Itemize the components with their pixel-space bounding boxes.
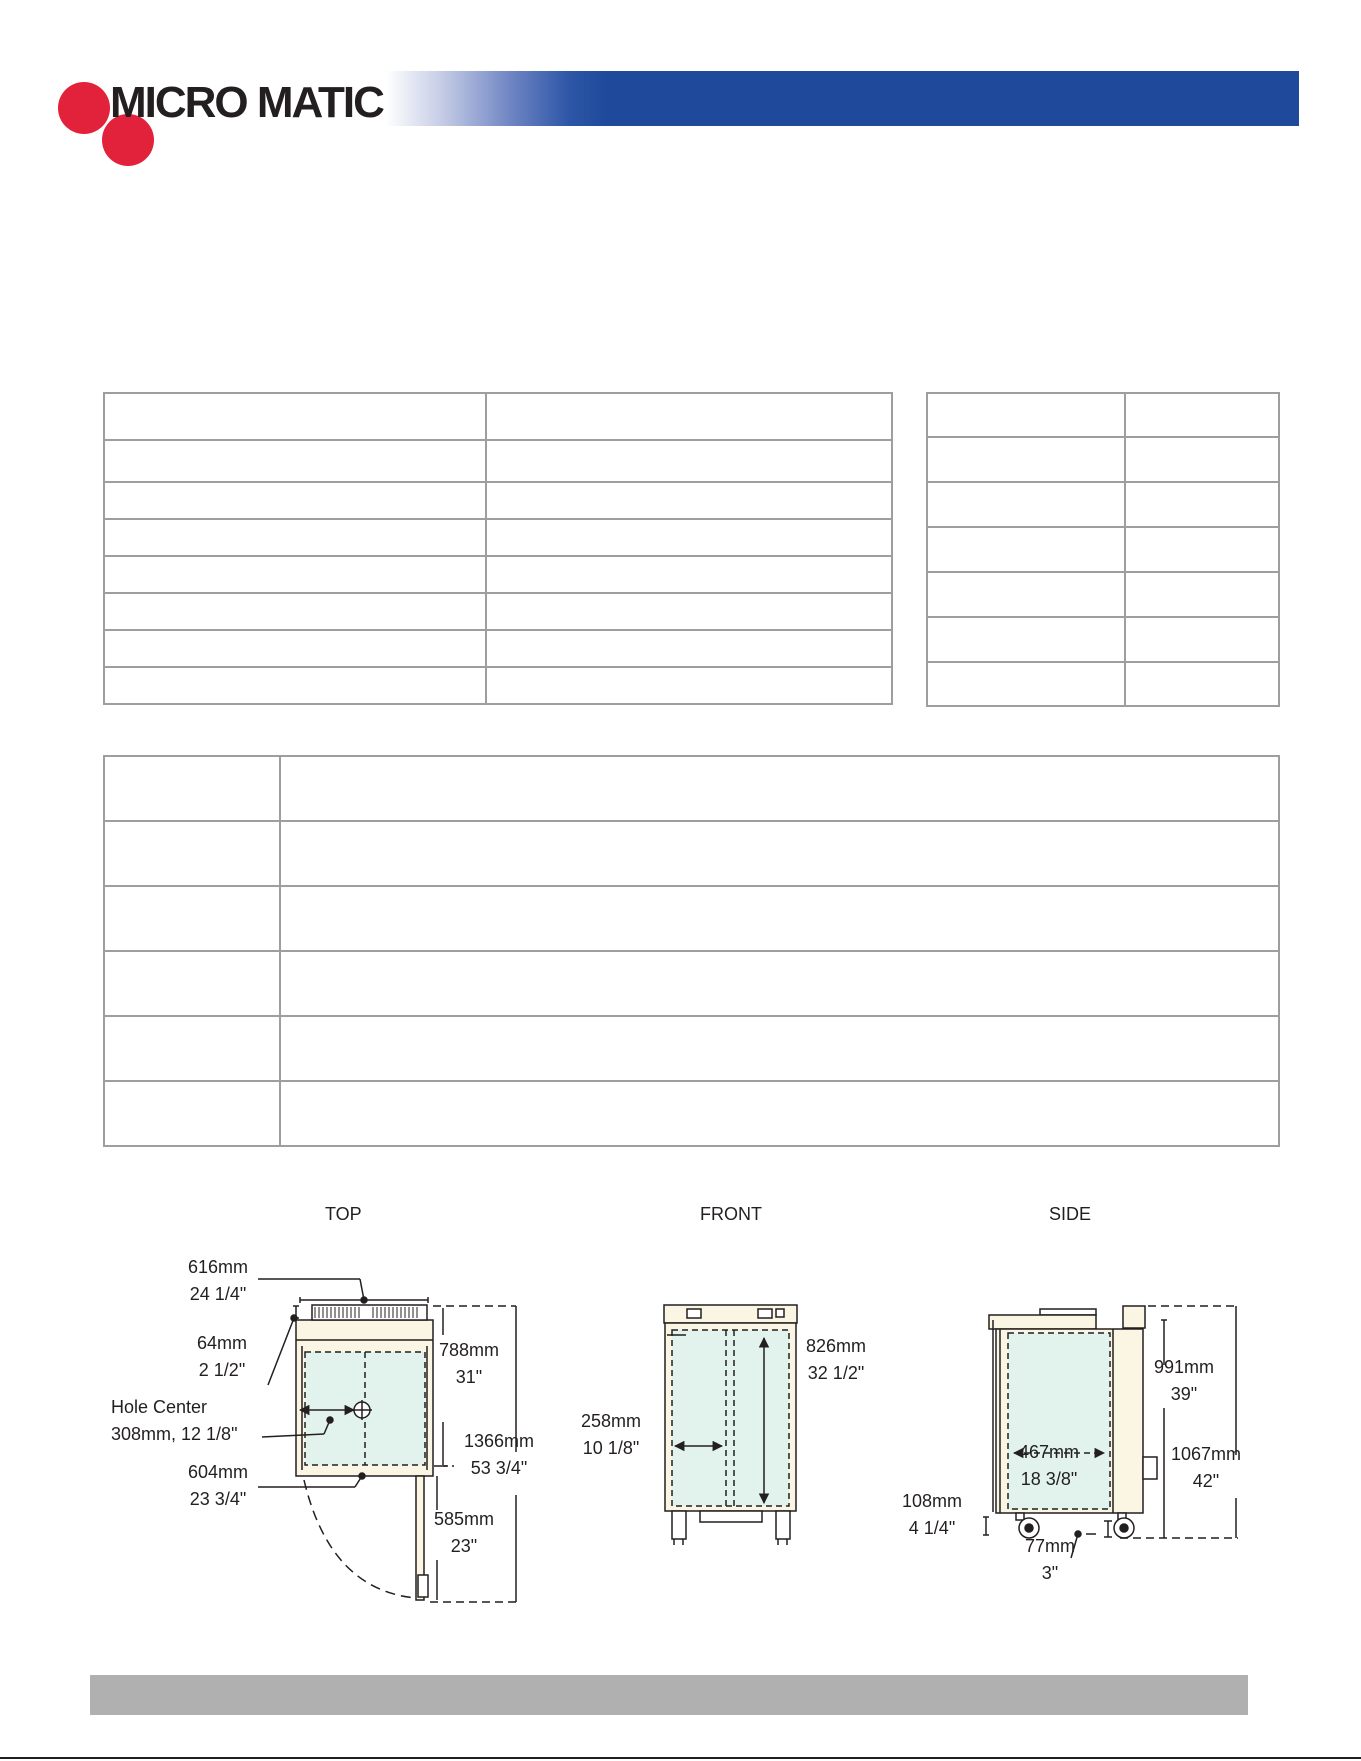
side-height-dimension: 991mm 39" bbox=[1153, 1357, 1215, 1404]
top-view-label: TOP bbox=[325, 1204, 362, 1224]
top-hole-center-dimension: Hole Center 308mm, 12 1/8" bbox=[111, 1397, 238, 1444]
front-height-dimension: 826mm 32 1/2" bbox=[805, 1336, 867, 1383]
top-inner-width-dimension: 604mm 23 3/4" bbox=[187, 1462, 249, 1509]
front-width-dimension: 258mm 10 1/8" bbox=[580, 1411, 642, 1458]
front-view-label: FRONT bbox=[700, 1204, 762, 1224]
top-offset-dimension: 64mm 2 1/2" bbox=[196, 1333, 247, 1380]
top-depth-dimension: 788mm 31" bbox=[438, 1340, 500, 1387]
side-depth-dimension: 467mm 18 3/8" bbox=[1018, 1442, 1080, 1489]
top-total-depth-dimension: 1366mm 53 3/4" bbox=[463, 1431, 535, 1478]
front-view-drawing bbox=[664, 1305, 797, 1545]
side-caster-dimension: 77mm 3" bbox=[1024, 1536, 1075, 1583]
top-width-dimension: 616mm 24 1/4" bbox=[187, 1257, 249, 1304]
bottom-rule bbox=[0, 1757, 1361, 1759]
top-door-swing-dimension: 585mm 23" bbox=[433, 1509, 495, 1556]
side-view-label: SIDE bbox=[1049, 1204, 1092, 1224]
logo-text: MICRO MATIC bbox=[110, 78, 383, 127]
side-bottom-clearance-dimension: 108mm 4 1/4" bbox=[901, 1491, 963, 1538]
side-view-drawing bbox=[983, 1306, 1238, 1558]
side-total-height-dimension: 1067mm 42" bbox=[1170, 1444, 1242, 1491]
footer-bar bbox=[90, 1675, 1248, 1715]
